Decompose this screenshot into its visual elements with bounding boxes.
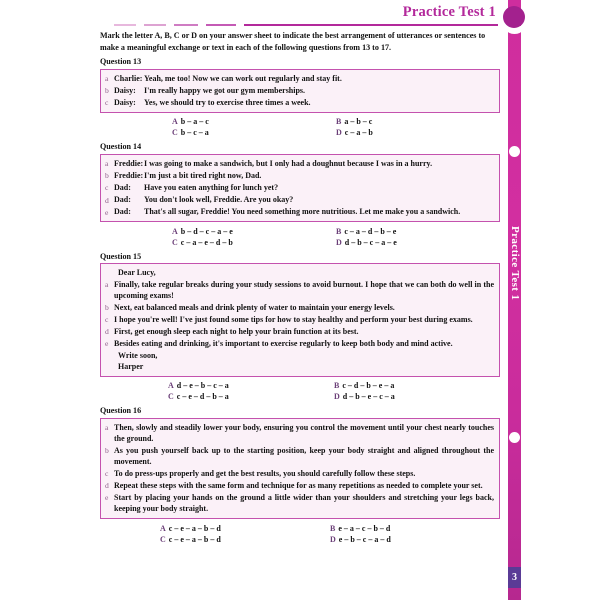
question-line	[105, 338, 494, 350]
option-value: c – d – b – e – a	[342, 381, 395, 391]
sidebar-dot-icon	[509, 146, 520, 157]
option-value: c – a – e – d – b	[180, 237, 233, 247]
line-text: To do press-ups properly and get the best results, you should carefully follow these steps.	[114, 468, 416, 478]
line-speaker: Freddie:	[114, 171, 144, 181]
option-value: e – b – c – a – d	[338, 534, 391, 544]
line-letter: a	[105, 73, 109, 83]
option-value: c – e – a – b – d	[168, 523, 221, 533]
answer-option-a[interactable]	[168, 380, 334, 391]
header-title: Practice Test 1	[402, 4, 496, 20]
letter-closing: Write soon,	[118, 350, 158, 360]
instruction-text: Mark the letter A, B, C or D on your answer sheet to indicate the best arrangement of utterances or sentences to make a meaningful exchange or text in each of the following questions from 13 to 17.	[100, 31, 486, 52]
line-text: I was going to make a sandwich, but I only had a doughnut because I was in a hurry.	[144, 158, 433, 168]
answer-option-d[interactable]	[334, 391, 500, 402]
option-value: c – e – d – b – a	[176, 392, 229, 402]
line-speaker: Freddie:	[114, 158, 144, 168]
letter-salutation: Dear Lucy,	[118, 268, 156, 278]
line-letter: c	[105, 98, 109, 108]
line-text: Have you eaten anything for lunch yet?	[144, 183, 279, 193]
option-value: b – d – c – a – e	[180, 226, 233, 236]
line-letter: a	[105, 280, 109, 290]
line-text: As you push yourself back up to the starting position, keep your body straight and aligned throughout the movement.	[114, 445, 494, 467]
line-text: That's all sugar, Freddie! You need something more nutritious. Let me make you a sandwich.	[144, 207, 461, 217]
option-value: a – b – c	[344, 117, 373, 127]
question-block-16	[100, 406, 500, 544]
line-text: Besides eating and drinking, it's important to exercise regularly to keep both body and mind active.	[114, 339, 453, 349]
answer-options	[100, 226, 500, 248]
question-line	[105, 182, 494, 194]
answer-option-c[interactable]	[160, 534, 330, 545]
line-speaker: Dad:	[114, 207, 131, 217]
answer-options-left	[160, 523, 330, 545]
line-letter: e	[105, 339, 109, 349]
option-key: B	[336, 117, 342, 127]
header-divider-rule	[114, 24, 498, 26]
option-value: c – a – b	[344, 128, 373, 138]
line-text: Repeat these steps with the same form and technique for as many repetitions as needed to complete your set.	[114, 481, 483, 491]
question-line	[105, 422, 494, 445]
section-sidebar	[508, 0, 521, 600]
answer-option-c[interactable]	[172, 127, 336, 138]
question-line	[105, 73, 494, 85]
question-line	[105, 279, 494, 302]
sidebar-knob-circle	[503, 6, 525, 28]
answer-options-left	[172, 226, 336, 248]
answer-option-c[interactable]	[168, 391, 334, 402]
line-letter: b	[105, 446, 109, 456]
question-content-box	[100, 418, 500, 519]
page-number-badge: 3	[508, 567, 521, 588]
line-text: I'm really happy we got our gym memberships.	[144, 85, 306, 95]
option-value: c – a – d – b – e	[344, 226, 397, 236]
line-letter: b	[105, 303, 109, 313]
page-content	[100, 30, 500, 545]
question-content-box	[100, 69, 500, 113]
option-key: C	[160, 534, 166, 544]
line-text: Next, eat balanced meals and drink plenty of water to maintain your energy levels.	[114, 302, 395, 312]
question-line	[105, 97, 494, 109]
option-key: A	[160, 523, 166, 533]
question-label: Question 13	[100, 57, 142, 67]
line-letter: e	[105, 207, 109, 217]
option-value: d – e – b – c – a	[176, 381, 229, 391]
line-speaker: Dad:	[114, 195, 131, 205]
line-text: You don't look well, Freddie. Are you okay?	[144, 195, 294, 205]
line-text: I'm just a bit tired right now, Dad.	[144, 171, 262, 181]
line-speaker: Charlie:	[114, 73, 143, 83]
line-text: Then, slowly and steadily lower your body, ensuring you control the movement until your chest nearly touches the ground.	[114, 422, 494, 444]
line-letter: d	[105, 195, 109, 205]
option-value: b – a – c	[180, 117, 209, 127]
line-letter: c	[105, 183, 109, 193]
line-letter: b	[105, 86, 109, 96]
sidebar-section-label: Practice Test 1	[509, 226, 521, 301]
line-text: Yes, we should try to exercise three times a week.	[144, 97, 311, 107]
answer-option-b[interactable]	[336, 116, 500, 127]
question-line	[105, 314, 494, 326]
option-key: B	[330, 523, 336, 533]
line-speaker: Daisy:	[114, 85, 136, 95]
answer-option-a[interactable]	[172, 226, 336, 237]
question-content-box	[100, 154, 500, 222]
line-letter: a	[105, 423, 109, 433]
question-line	[105, 480, 494, 492]
sidebar-dot-icon	[509, 432, 520, 443]
line-letter: d	[105, 327, 109, 337]
option-value: d – b – c – a – e	[344, 237, 397, 247]
line-text: I hope you're well! I've just found some tips for how to stay healthy and perform your best during exams.	[114, 314, 473, 324]
answer-options	[100, 116, 500, 138]
line-text: Yeah, me too! Now we can work out regularly and stay fit.	[144, 73, 342, 83]
question-line	[105, 158, 494, 170]
answer-options-left	[168, 380, 334, 402]
answer-option-d[interactable]	[336, 127, 500, 138]
answer-option-b[interactable]	[334, 380, 500, 391]
answer-options	[100, 380, 500, 402]
question-line	[105, 492, 494, 515]
line-text: First, get enough sleep each night to help your brain function at its best.	[114, 327, 359, 337]
answer-option-a[interactable]	[160, 523, 330, 534]
option-key: C	[172, 128, 178, 138]
question-label: Question 16	[100, 406, 142, 416]
option-key: B	[334, 381, 340, 391]
option-key: A	[172, 226, 178, 236]
answer-option-c[interactable]	[172, 237, 336, 248]
line-speaker: Daisy:	[114, 97, 136, 107]
question-line	[105, 206, 494, 218]
line-speaker: Dad:	[114, 183, 131, 193]
line-letter: d	[105, 481, 109, 491]
question-block-15	[100, 252, 500, 402]
option-key: D	[330, 534, 336, 544]
line-letter: a	[105, 159, 109, 169]
answer-options-left	[172, 116, 336, 138]
answer-options-right	[334, 380, 500, 402]
answer-option-d[interactable]	[330, 534, 500, 545]
option-value: c – e – a – b – d	[168, 534, 221, 544]
line-letter: e	[105, 493, 109, 503]
option-value: b – c – a	[180, 128, 209, 138]
option-key: A	[172, 117, 178, 127]
question-line	[105, 445, 494, 468]
line-letter: b	[105, 171, 109, 181]
option-key: A	[168, 381, 174, 391]
letter-signature: Harper	[118, 362, 144, 371]
answer-option-b[interactable]	[336, 226, 500, 237]
option-key: C	[172, 237, 178, 247]
option-key: D	[336, 128, 342, 138]
answer-option-a[interactable]	[172, 116, 336, 127]
option-key: C	[168, 392, 174, 402]
question-block-14	[100, 142, 500, 247]
option-key: D	[336, 237, 342, 247]
question-block-13	[100, 57, 500, 138]
option-value: d – b – e – c – a	[342, 392, 395, 402]
question-line	[105, 468, 494, 480]
question-line	[105, 170, 494, 182]
question-line	[105, 194, 494, 206]
question-line	[105, 85, 494, 97]
answer-options-right	[336, 226, 500, 248]
question-label: Question 14	[100, 142, 142, 152]
option-value: e – a – c – b – d	[338, 523, 391, 533]
line-text: Finally, take regular breaks during your study sessions to avoid burnout. I hope that we can both do well in the upcoming exams!	[114, 279, 494, 301]
answer-options-right	[330, 523, 500, 545]
answer-options	[100, 523, 500, 545]
line-text: Start by placing your hands on the ground a little wider than your shoulders and stretching your legs back, keeping your body straight.	[114, 493, 494, 514]
answer-option-b[interactable]	[330, 523, 500, 534]
answer-option-d[interactable]	[336, 237, 500, 248]
page-header	[100, 4, 506, 30]
option-key: D	[334, 392, 340, 402]
line-letter: c	[105, 315, 109, 325]
question-label: Question 15	[100, 251, 142, 261]
question-content-box	[100, 263, 500, 376]
question-line	[105, 302, 494, 314]
line-letter: c	[105, 469, 109, 479]
answer-options-right	[336, 116, 500, 138]
option-key: B	[336, 226, 342, 236]
question-line	[105, 326, 494, 338]
